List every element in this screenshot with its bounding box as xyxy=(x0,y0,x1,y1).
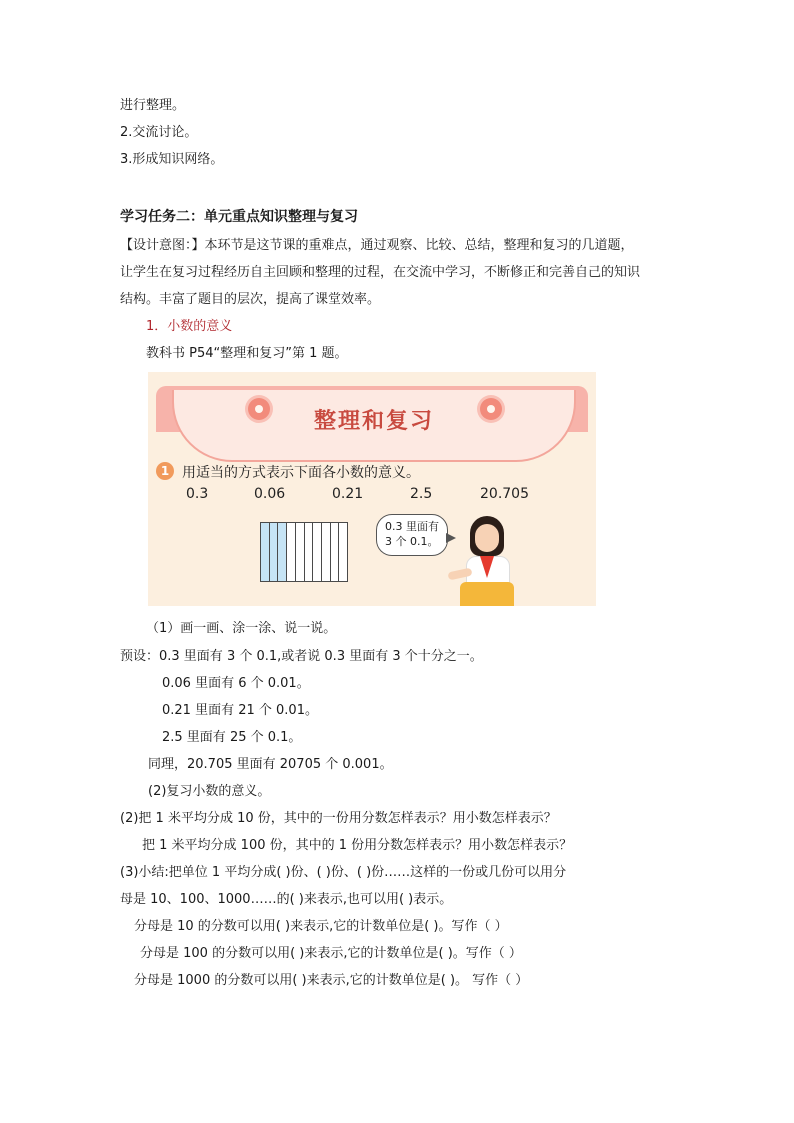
flower-icon xyxy=(248,398,270,420)
grid-column xyxy=(305,523,314,581)
design-intent-line-3: 结构。丰富了题目的层次，提高了课堂效率。 xyxy=(120,292,381,307)
decimal-number: 0.3 xyxy=(186,486,209,502)
decimal-number: 2.5 xyxy=(410,486,433,502)
fill-blank-2: 分母是 100 的分数可以用( )来表示,它的计数单位是( )。写作（ ） xyxy=(140,946,522,961)
intro-line-3: 3.形成知识网络。 xyxy=(120,152,224,167)
tenths-grid xyxy=(260,522,348,582)
step-1: （1）画一画、涂一涂、说一说。 xyxy=(146,621,337,636)
question-number-badge: 1 xyxy=(156,462,174,480)
grid-column xyxy=(322,523,331,581)
grid-column xyxy=(331,523,340,581)
preset-line-3: 2.5 里面有 25 个 0.1。 xyxy=(162,730,302,745)
preset-line-4: 同理，20.705 里面有 20705 个 0.001。 xyxy=(148,757,393,772)
grid-column xyxy=(287,523,296,581)
decimal-number: 0.06 xyxy=(254,486,286,502)
decimal-number: 20.705 xyxy=(480,486,529,502)
question-2a: (2)把 1 米平均分成 10 份，其中的一份用分数怎样表示？用小数怎样表示？ xyxy=(120,811,557,826)
grid-column xyxy=(339,523,347,581)
teacher-illustration xyxy=(448,512,528,606)
subheading-decimal-meaning: 1．小数的意义 xyxy=(146,319,233,334)
textbook-figure xyxy=(148,372,596,606)
grid-column-shaded xyxy=(278,523,287,581)
preset-answer: 预设：0.3 里面有 3 个 0.1,或者说 0.3 里面有 3 个十分之一。 xyxy=(120,649,483,664)
decimal-number: 0.21 xyxy=(332,486,364,502)
speech-bubble xyxy=(376,514,448,556)
grid-column xyxy=(296,523,305,581)
section-heading: 学习任务二：单元重点知识整理与复习 xyxy=(120,209,358,225)
banner-inner xyxy=(172,390,576,462)
summary-line-2: 母是 10、100、1000……的( )来表示,也可以用( )表示。 xyxy=(120,892,453,907)
intro-line-2: 2.交流讨论。 xyxy=(120,125,198,140)
red-scarf xyxy=(480,556,494,578)
design-intent-line-2: 让学生在复习过程经历自主回顾和整理的过程，在交流中学习，不断修正和完善自己的知识 xyxy=(120,265,641,280)
grid-column-shaded xyxy=(261,523,270,581)
fill-blank-3: 分母是 1000 的分数可以用( )来表示,它的计数单位是( )。 写作（ ） xyxy=(134,973,529,988)
design-intent-line-1: 【设计意图：】本环节是这节课的重难点，通过观察、比较、总结，整理和复习的几道题， xyxy=(120,238,634,253)
fill-blank-1: 分母是 10 的分数可以用( )来表示,它的计数单位是( )。写作（ ） xyxy=(134,919,508,934)
preset-line-1: 0.06 里面有 6 个 0.01。 xyxy=(162,676,310,691)
summary-line-1: (3)小结:把单位 1 平均分成( )份、( )份、( )份……这样的一份或几份可以用分 xyxy=(120,865,567,880)
grid-column-shaded xyxy=(270,523,279,581)
flower-icon xyxy=(480,398,502,420)
step-2: (2)复习小数的意义。 xyxy=(148,784,271,799)
figure-question: 用适当的方式表示下面各小数的意义。 xyxy=(182,465,420,481)
speech-line-2: 3 个 0.1。 xyxy=(385,535,439,548)
question-2b: 把 1 米平均分成 100 份，其中的 1 份用分数怎样表示？用小数怎样表示？ xyxy=(142,838,573,853)
speech-line-1: 0.3 里面有 xyxy=(385,520,439,533)
intro-line-1: 进行整理。 xyxy=(120,98,186,113)
preset-line-2: 0.21 里面有 21 个 0.01。 xyxy=(162,703,318,718)
figure-title: 整理和复习 xyxy=(313,408,434,434)
grid-column xyxy=(313,523,322,581)
teacher-face xyxy=(475,524,499,552)
teacher-skirt xyxy=(460,582,514,606)
textbook-reference: 教科书 P54“整理和复习”第 1 题。 xyxy=(146,346,348,361)
figure-banner xyxy=(156,386,588,432)
